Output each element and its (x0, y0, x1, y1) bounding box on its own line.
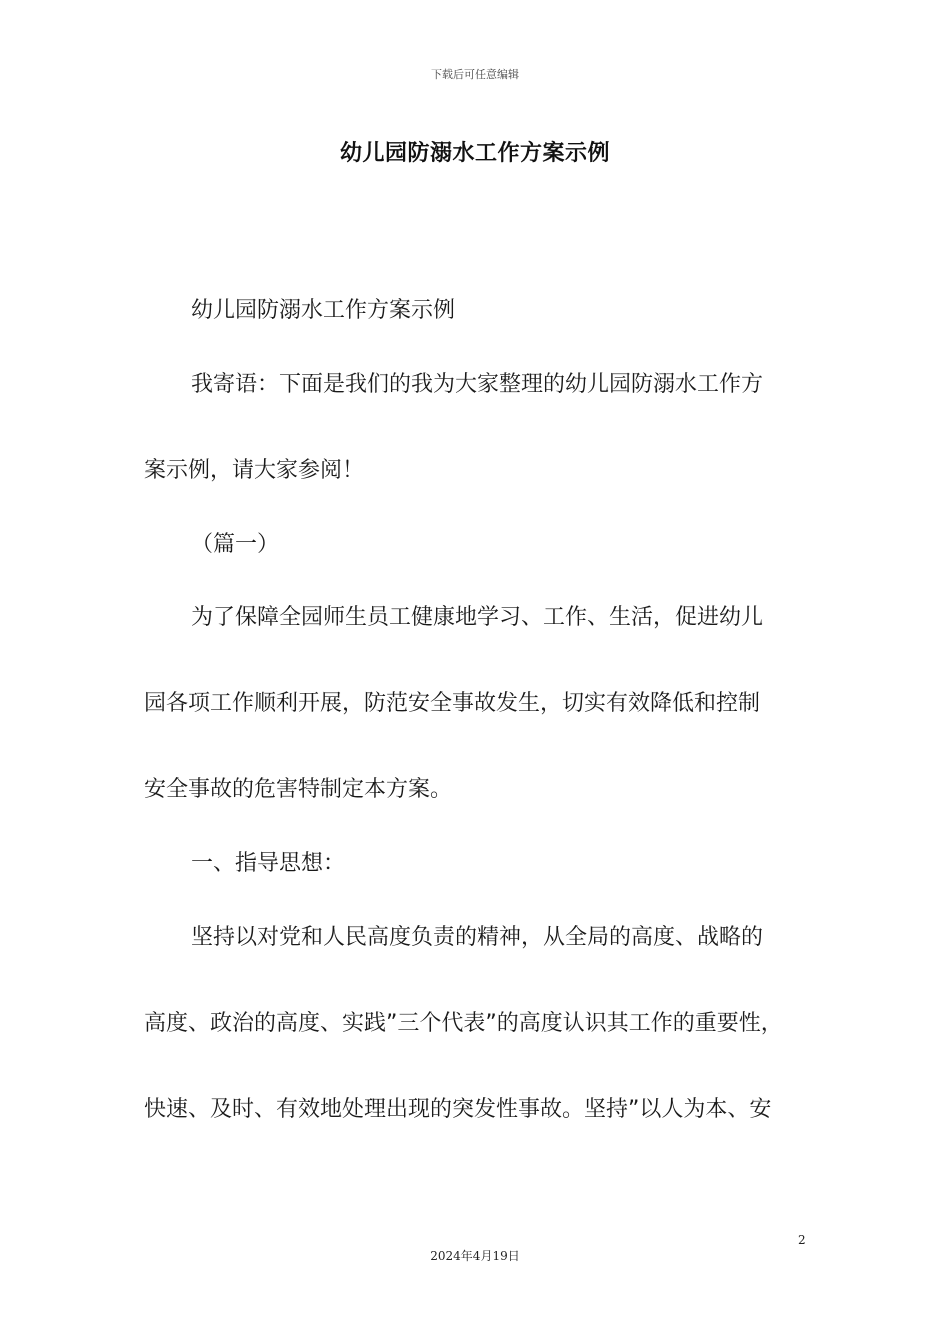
page-number: 2 (798, 1233, 806, 1247)
body-line: 快速、及时、有效地处理出现的突发性事故。坚持”以人为本、安 (144, 1097, 772, 1122)
section-heading: 一、指导思想： (191, 851, 346, 876)
body-subtitle: 幼儿园防溺水工作方案示例 (191, 298, 456, 323)
body-line: 安全事故的危害特制定本方案。 (144, 777, 453, 802)
body-line: 案示例，请大家参阅！ (144, 458, 365, 483)
body-line: 高度、政治的高度、实践”三个代表”的高度认识其工作的重要性， (144, 1011, 783, 1036)
footer-date: 2024年4月19日 (430, 1249, 520, 1263)
body-line: 为了保障全园师生员工健康地学习、工作、生活，促进幼儿 (191, 605, 764, 630)
document-title: 幼儿园防溺水工作方案示例 (339, 141, 610, 166)
body-line: 我寄语：下面是我们的我为大家整理的幼儿园防溺水工作方 (191, 372, 764, 397)
body-line: 园各项工作顺利开展，防范安全事故发生，切实有效降低和控制 (144, 691, 761, 716)
section-label: （篇一） (191, 532, 280, 557)
header-note: 下载后可任意编辑 (431, 68, 519, 81)
body-line: 坚持以对党和人民高度负责的精神，从全局的高度、战略的 (191, 925, 764, 950)
